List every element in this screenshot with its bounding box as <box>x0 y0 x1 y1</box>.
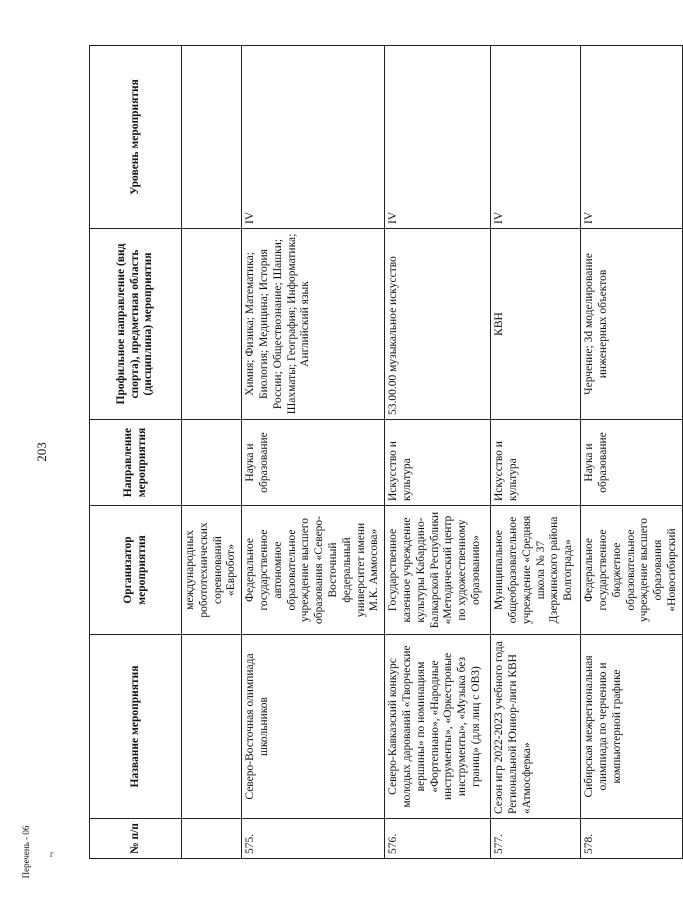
table-row <box>491 46 581 859</box>
header-profile: Профильное направление (вид спорта), предметная область (дисциплина) мероприятия <box>90 229 182 420</box>
table-row <box>385 46 491 859</box>
header-organizer: Организатор мероприятия <box>90 506 182 635</box>
cell-organizer: Федеральное государственное автономное образовательное учреждение высшего образования «Северо-Восточный федеральный университет имени М.К. Аммосова» <box>242 506 385 635</box>
page-number: 203 <box>34 442 49 462</box>
table-header-row <box>90 46 182 859</box>
stray-mark: г <box>50 849 54 859</box>
document-table-wrapper <box>89 46 678 859</box>
cell-direction: Искусство и культура <box>491 420 581 506</box>
footer-label: Перечень - 06 <box>21 825 31 879</box>
cell-level: IV <box>491 46 581 229</box>
cell-organizer: Федеральное государственное бюджетное образовательное учреждение высшего образования «Новосибирский <box>581 506 683 635</box>
cell-event-name: Сезон игр 2022-2023 учебного года Региональной Юниор-лиги КВН «Атмосферка» <box>491 635 581 819</box>
events-table <box>89 45 683 859</box>
table-row <box>182 46 242 859</box>
cell-number: 578. <box>581 819 683 859</box>
cell-direction: Искусство и культура <box>385 420 491 506</box>
rotated-table-container <box>89 46 678 859</box>
table-row <box>581 46 683 859</box>
cell-profile: Химия; Физика; Математика; Биология; Медицина; История России; Обществознание; Шашки; Шахматы; География; Информатика; Английский язык <box>242 229 385 420</box>
cell-level: IV <box>581 46 683 229</box>
cell-event-name <box>182 635 242 819</box>
cell-profile <box>182 229 242 420</box>
cell-number: 576. <box>385 819 491 859</box>
cell-direction: Наука и образование <box>242 420 385 506</box>
cell-event-name: Сибирская межрегиональная олимпиада по черчению и компьютерной графике <box>581 635 683 819</box>
cell-profile: 53.00.00 музыкальное искусство <box>385 229 491 420</box>
header-level: Уровень мероприятия <box>90 46 182 229</box>
cell-level: IV <box>242 46 385 229</box>
cell-number: 577. <box>491 819 581 859</box>
cell-direction: Наука и образование <box>581 420 683 506</box>
cell-number <box>182 819 242 859</box>
header-event-name: Название мероприятия <box>90 635 182 819</box>
header-direction: Направление мероприятия <box>90 420 182 506</box>
table-row <box>242 46 385 859</box>
cell-organizer: международных робототехнических соревнований «Евробот» <box>182 506 242 635</box>
cell-profile: Черчение; 3d моделирование инженерных объектов <box>581 229 683 420</box>
cell-organizer: Муниципальное общеобразовательное учреждение «Средняя школа № 37 Дзержинского района Волгограда» <box>491 506 581 635</box>
cell-event-name: Северо-Кавказский конкурс молодых дарований «Творческие вершины» по номинациям «Фортепиано», «Народные инструменты», «Оркестровые инструменты», «Музыка без границ» (для лиц с ОВЗ) <box>385 635 491 819</box>
cell-number: 575. <box>242 819 385 859</box>
header-number: № п/п <box>90 819 182 859</box>
cell-event-name: Северо-Восточная олимпиада школьников <box>242 635 385 819</box>
cell-direction <box>182 420 242 506</box>
cell-organizer: Государственное казенное учреждение культуры Кабардино-Балкарской Республики «Методический центр по художественному образованию» <box>385 506 491 635</box>
cell-level: IV <box>385 46 491 229</box>
cell-profile: КВН <box>491 229 581 420</box>
cell-level <box>182 46 242 229</box>
